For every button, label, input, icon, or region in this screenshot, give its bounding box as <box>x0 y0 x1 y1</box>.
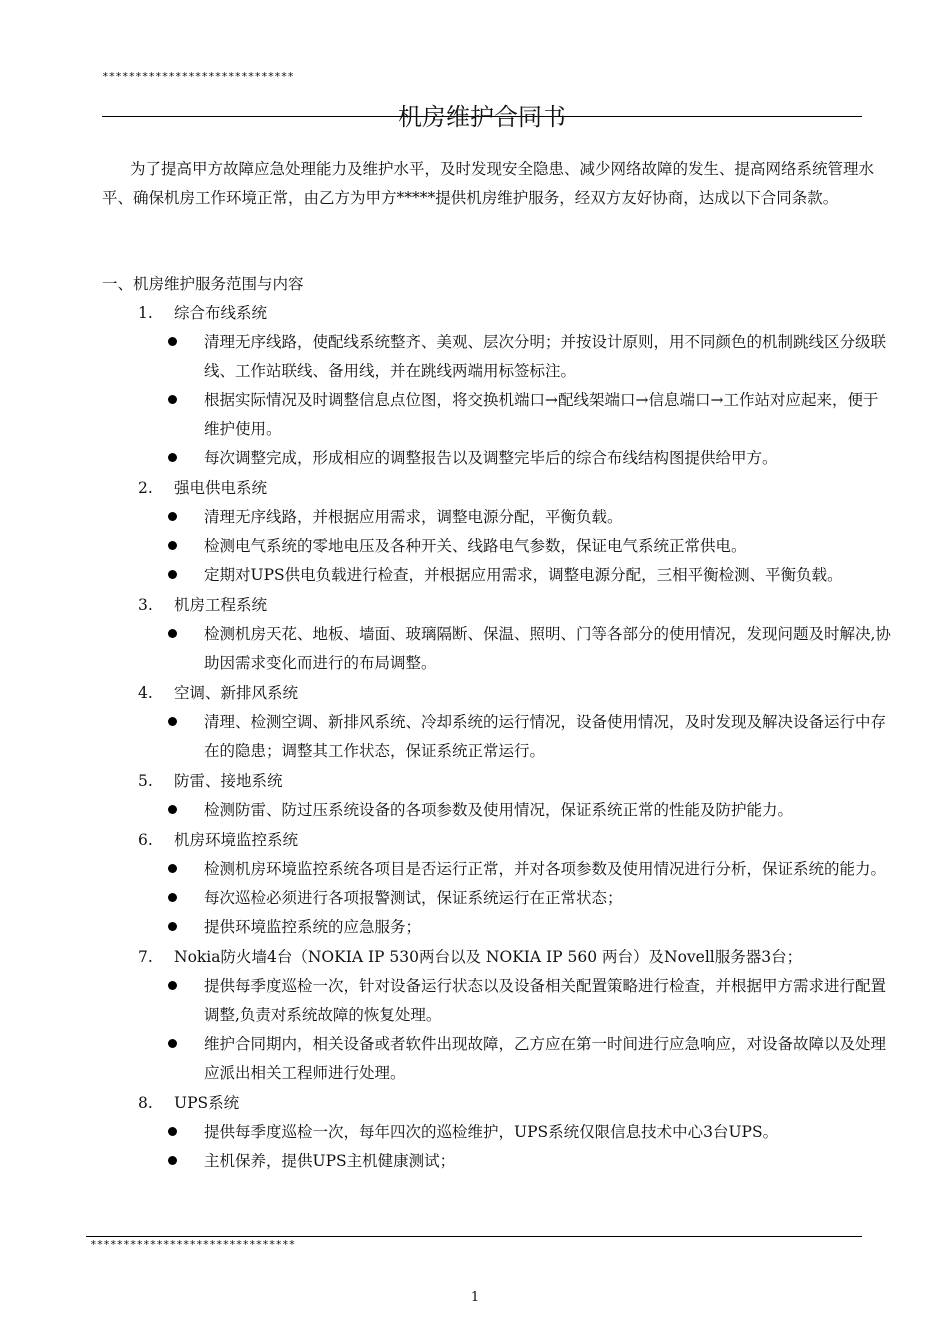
bullet-dot-icon <box>168 337 177 346</box>
numbered-item <box>138 590 892 678</box>
numbered-item <box>138 766 892 825</box>
section-heading: 一、机房维护服务范围与内容 <box>102 275 304 293</box>
bullet-dot-icon <box>168 570 177 579</box>
bullet-dot-icon <box>168 922 177 931</box>
item-title: UPS系统 <box>174 1094 240 1112</box>
bullet-list <box>138 620 892 678</box>
bullet-list <box>138 503 892 590</box>
item-number: 6. <box>138 831 153 849</box>
bullet-dot-icon <box>168 395 177 404</box>
item-number: 2. <box>138 479 153 497</box>
bullet-item <box>138 1147 892 1176</box>
bullet-text: 根据实际情况及时调整信息点位图，将交换机端口→配线架端口→信息端口→工作站对应起来，便于维护使用。 <box>204 391 879 438</box>
bullet-item <box>138 796 892 825</box>
item-title: 机房环境监控系统 <box>174 831 299 849</box>
item-title: 强电供电系统 <box>174 479 268 497</box>
bullet-dot-icon <box>168 1127 177 1136</box>
bullet-text: 定期对UPS供电负载进行检查，并根据应用需求，调整电源分配，三相平衡检测、平衡负载。 <box>204 566 843 584</box>
bullet-item <box>138 444 892 473</box>
bullet-text: 清理无序线路，使配线系统整齐、美观、层次分明；并按设计原则，用不同颜色的机制跳线区分级联线、工作站联线、备用线，并在跳线两端用标签标注。 <box>204 333 887 380</box>
bullet-text: 提供每季度巡检一次，每年四次的巡检维护，UPS系统仅限信息技术中心3台UPS。 <box>204 1123 779 1141</box>
bullet-item <box>138 913 892 942</box>
bullet-text: 检测防雷、防过压系统设备的各项参数及使用情况，保证系统正常的性能及防护能力。 <box>204 801 794 819</box>
bullet-text: 每次巡检必须进行各项报警测试，保证系统运行在正常状态； <box>204 889 623 907</box>
bullet-text: 清理、检测空调、新排风系统、冷却系统的运行情况，设备使用情况，及时发现及解决设备运行中存在的隐患；调整其工作状态，保证系统正常运行。 <box>204 713 887 760</box>
bullet-text: 维护合同期内，相关设备或者软件出现故障，乙方应在第一时间进行应急响应，对设备故障以及处理应派出相关工程师进行处理。 <box>204 1035 887 1082</box>
bullet-list <box>138 855 892 942</box>
section-content <box>102 298 892 1176</box>
item-number: 4. <box>138 684 153 702</box>
bullet-text: 检测机房环境监控系统各项目是否运行正常，并对各项参数及使用情况进行分析，保证系统的能力。 <box>204 860 887 878</box>
bullet-dot-icon <box>168 1039 177 1048</box>
bullet-dot-icon <box>168 1156 177 1165</box>
bullet-item <box>138 328 892 386</box>
bullet-dot-icon <box>168 981 177 990</box>
bullet-dot-icon <box>168 805 177 814</box>
bullet-list <box>138 972 892 1088</box>
bullet-text: 检测机房天花、地板、墙面、玻璃隔断、保温、照明、门等各部分的使用情况，发现问题及时解决,协助因需求变化而进行的布局调整。 <box>204 625 891 672</box>
bullet-item <box>138 1030 892 1088</box>
bullet-item <box>138 855 892 884</box>
bullet-text: 主机保养，提供UPS主机健康测试； <box>204 1152 456 1170</box>
bullet-text: 清理无序线路，并根据应用需求，调整电源分配，平衡负载。 <box>204 508 623 526</box>
bullet-item <box>138 532 892 561</box>
bullet-text: 提供环境监控系统的应急服务； <box>204 918 422 936</box>
bullet-item <box>138 972 892 1030</box>
bullet-item <box>138 708 892 766</box>
numbered-item <box>138 678 892 766</box>
item-title: 机房工程系统 <box>174 596 268 614</box>
item-number: 3. <box>138 596 153 614</box>
numbered-item <box>138 1088 892 1176</box>
item-title: 空调、新排风系统 <box>174 684 299 702</box>
page-number: 1 <box>470 1290 480 1305</box>
item-title: Nokia防火墙4台（NOKIA IP 530两台以及 NOKIA IP 560 两台）及Novell服务器3台； <box>174 948 803 966</box>
item-title: 防雷、接地系统 <box>174 772 283 790</box>
bullet-list <box>138 708 892 766</box>
item-number: 7. <box>138 948 153 966</box>
bullet-item <box>138 620 892 678</box>
bullet-item <box>138 1118 892 1147</box>
title-block <box>102 100 862 136</box>
document-title: 机房维护合同书 <box>398 103 566 131</box>
header-stars: ***************************** <box>102 70 295 83</box>
numbered-item <box>138 942 892 1088</box>
numbered-item <box>138 825 892 942</box>
bullet-dot-icon <box>168 541 177 550</box>
numbered-item <box>138 298 892 473</box>
bullet-list <box>138 1118 892 1176</box>
item-number: 5. <box>138 772 153 790</box>
bullet-item <box>138 503 892 532</box>
bullet-item <box>138 884 892 913</box>
bullet-dot-icon <box>168 453 177 462</box>
bullet-text: 提供每季度巡检一次，针对设备运行状态以及设备相关配置策略进行检查，并根据甲方需求进行配置调整,负责对系统故障的恢复处理。 <box>204 977 887 1024</box>
bullet-text: 检测电气系统的零地电压及各种开关、线路电气参数，保证电气系统正常供电。 <box>204 537 747 555</box>
item-title: 综合布线系统 <box>174 304 268 322</box>
footer-rule <box>86 1236 862 1237</box>
item-number: 8. <box>138 1094 153 1112</box>
bullet-text: 每次调整完成，形成相应的调整报告以及调整完毕后的综合布线结构图提供给甲方。 <box>204 449 778 467</box>
bullet-item <box>138 561 892 590</box>
footer-stars: ******************************* <box>90 1238 296 1251</box>
bullet-list <box>138 328 892 473</box>
bullet-dot-icon <box>168 512 177 521</box>
bullet-dot-icon <box>168 864 177 873</box>
bullet-dot-icon <box>168 629 177 638</box>
bullet-dot-icon <box>168 893 177 902</box>
bullet-list <box>138 796 892 825</box>
bullet-dot-icon <box>168 717 177 726</box>
item-number: 1. <box>138 304 153 322</box>
bullet-item <box>138 386 892 444</box>
numbered-item <box>138 473 892 590</box>
intro-paragraph: 为了提高甲方故障应急处理能力及维护水平，及时发现安全隐患、减少网络故障的发生、提高网络系统管理水平、确保机房工作环境正常，由乙方为甲方*****提供机房维护服务，经双方友好协商，达成以下合同条款。 <box>102 160 875 207</box>
